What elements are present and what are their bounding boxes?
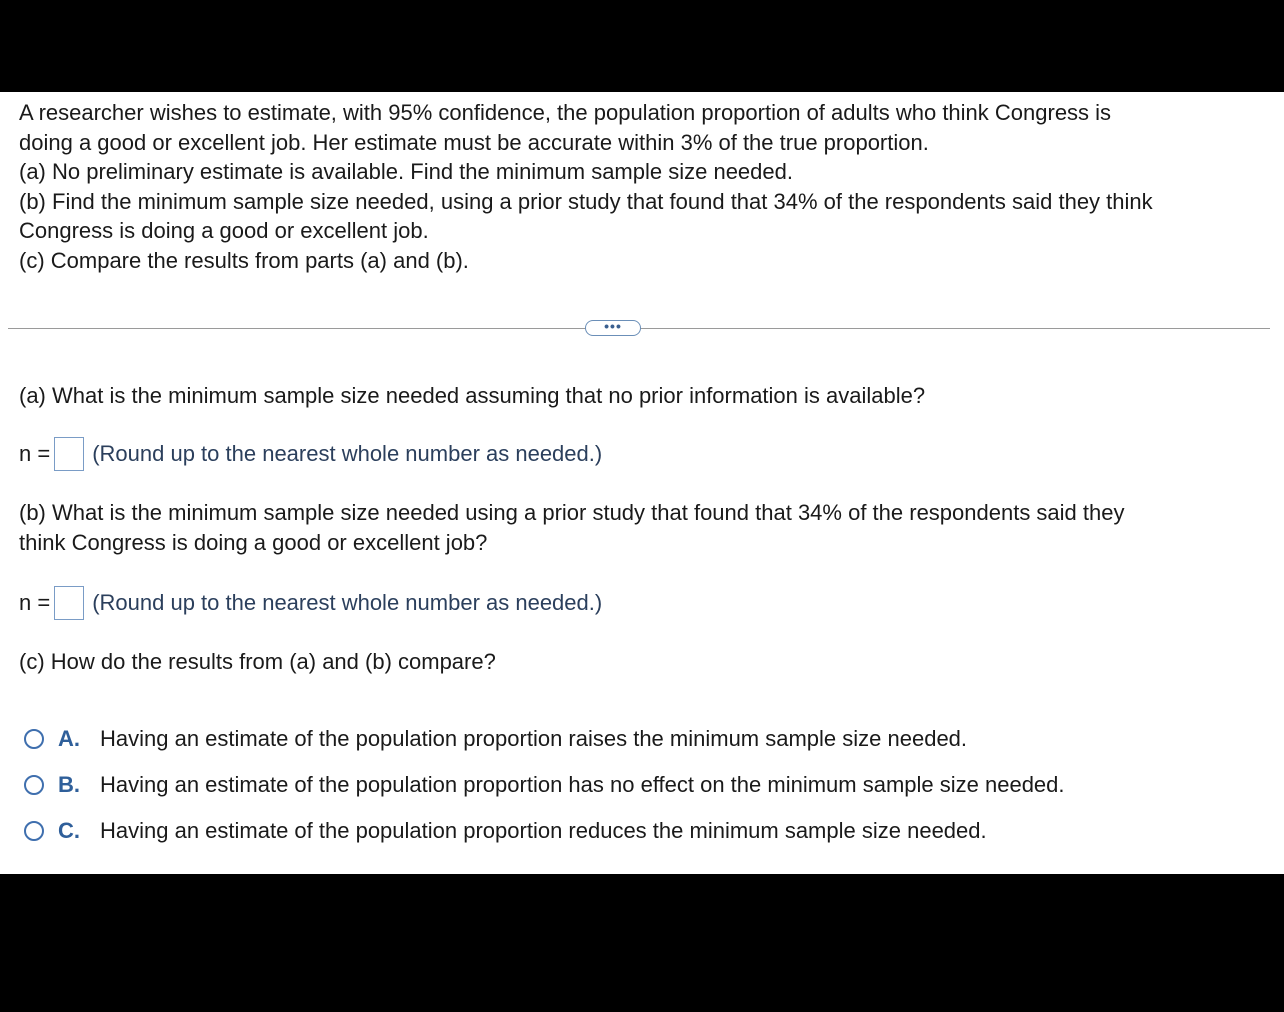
- problem-line: Congress is doing a good or excellent job.: [19, 218, 429, 244]
- problem-statement: [19, 98, 1269, 276]
- problem-line: A researcher wishes to estimate, with 95% confidence, the population proportion of adults who think Congress is: [19, 100, 1112, 125]
- option-b[interactable]: [24, 762, 1065, 808]
- option-letter: A.: [58, 726, 80, 751]
- option-letter: B.: [58, 772, 80, 797]
- part-a-answer-input[interactable]: [54, 437, 84, 471]
- part-a-question: (a) What is the minimum sample size needed assuming that no prior information is available?: [19, 383, 926, 408]
- problem-line: (a) No preliminary estimate is available. Find the minimum sample size needed.: [19, 159, 793, 185]
- part-b-question-line: think Congress is doing a good or excellent job?: [19, 529, 488, 555]
- part-b-answer-input[interactable]: [54, 586, 84, 620]
- problem-line: (c) Compare the results from parts (a) and (b).: [19, 247, 469, 273]
- part-b-answer-row: [19, 586, 602, 620]
- option-a[interactable]: [24, 716, 1065, 762]
- radio-button-icon[interactable]: [24, 729, 44, 749]
- part-a-answer-row: [19, 437, 602, 471]
- option-text: Having an estimate of the population proportion has no effect on the minimum sample size needed.: [100, 772, 1065, 797]
- radio-button-icon[interactable]: [24, 775, 44, 795]
- part-b-question-line: (b) What is the minimum sample size needed using a prior study that found that 34% of the respondents said they: [19, 500, 1125, 525]
- part-a-hint: (Round up to the nearest whole number as needed.): [92, 441, 603, 466]
- question-panel: [0, 92, 1284, 874]
- radio-button-icon[interactable]: [24, 821, 44, 841]
- part-c-question: (c) How do the results from (a) and (b) compare?: [19, 649, 496, 674]
- expand-more-button[interactable]: •••: [585, 320, 641, 336]
- part-a-lhs-label: n =: [19, 441, 51, 466]
- option-text: Having an estimate of the population proportion raises the minimum sample size needed.: [100, 726, 968, 751]
- option-text: Having an estimate of the population proportion reduces the minimum sample size needed.: [100, 818, 987, 843]
- problem-line: doing a good or excellent job. Her estimate must be accurate within 3% of the true proportion.: [19, 129, 929, 155]
- part-b-question: [19, 498, 1259, 557]
- part-b-lhs-label: n =: [19, 590, 51, 615]
- problem-line: (b) Find the minimum sample size needed, using a prior study that found that 34% of the respondents said they think: [19, 188, 1153, 214]
- part-b-hint: (Round up to the nearest whole number as needed.): [92, 590, 603, 615]
- option-c[interactable]: [24, 808, 1065, 854]
- option-letter: C.: [58, 818, 80, 843]
- part-c-options: [24, 716, 1065, 854]
